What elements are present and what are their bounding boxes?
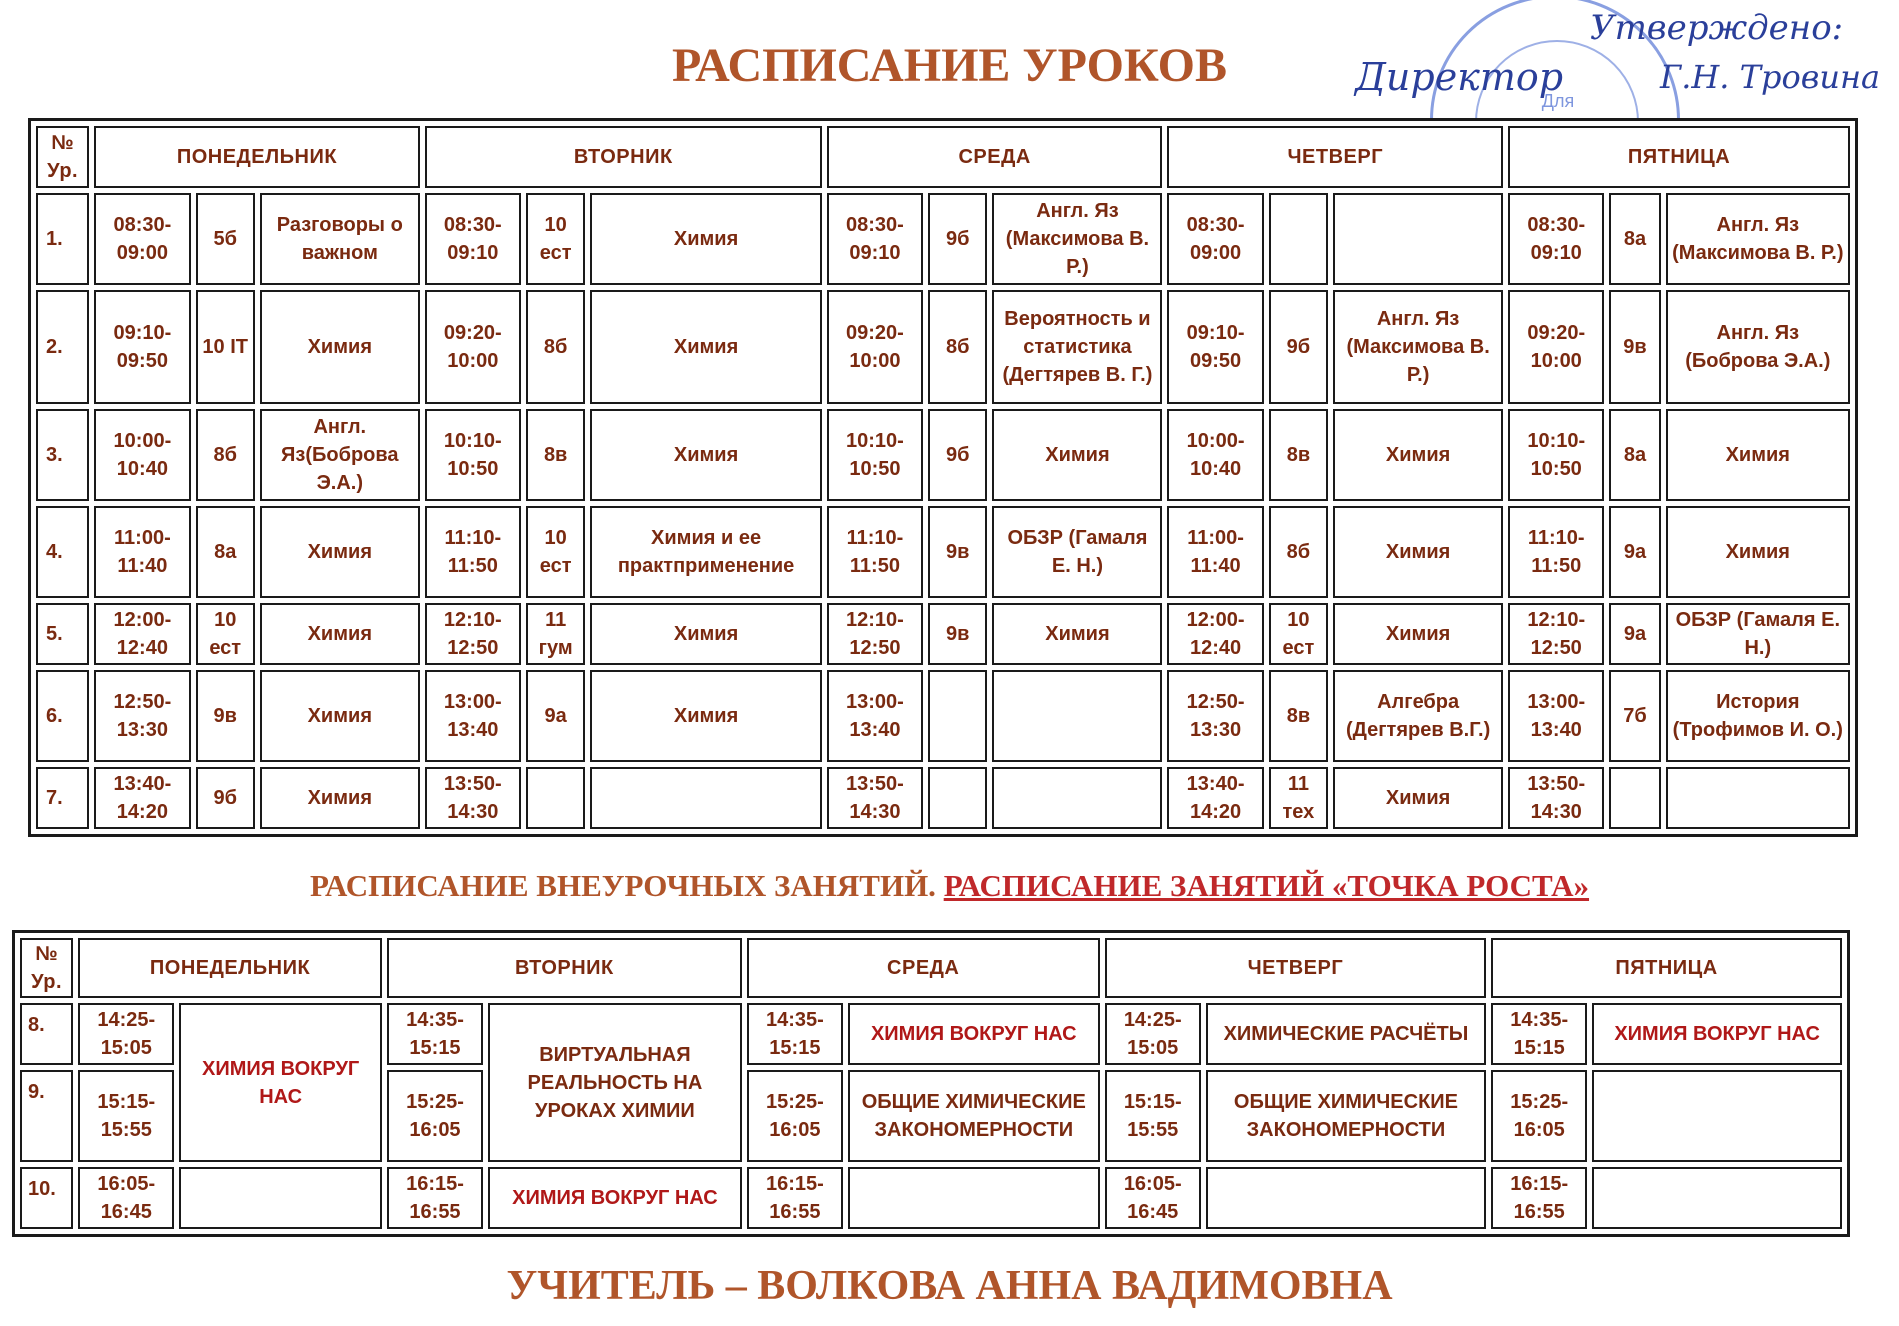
class-cell (928, 670, 987, 762)
class-cell: 8а (1609, 409, 1660, 501)
time-cell: 13:40-14:20 (94, 767, 190, 829)
lesson-number: 10. (20, 1167, 73, 1229)
header-wednesday: СРЕДА (827, 126, 1163, 188)
header-tuesday: ВТОРНИК (387, 938, 742, 998)
subject-cell: Химия (1333, 603, 1503, 665)
subject-cell: Химия (260, 506, 420, 598)
lesson-number: 5. (36, 603, 89, 665)
subject-cell: Химия (1333, 506, 1503, 598)
subject-cell: ХИМИЯ ВОКРУГ НАС (488, 1167, 742, 1229)
class-cell: 8б (526, 290, 585, 404)
lesson-number: 4. (36, 506, 89, 598)
table-row (36, 290, 1850, 404)
time-cell: 09:20-10:00 (827, 290, 923, 404)
time-cell: 15:25-16:05 (747, 1070, 843, 1162)
subject-cell (848, 1167, 1100, 1229)
subject-cell (1666, 767, 1850, 829)
time-cell: 08:30-09:00 (94, 193, 190, 285)
table-row (36, 670, 1850, 762)
subject-cell: Химия (992, 603, 1162, 665)
subject-cell: ОБЗР (Гамаля Е. Н.) (992, 506, 1162, 598)
teacher-name: УЧИТЕЛЬ – ВОЛКОВА АННА ВАДИМОВНА (506, 1263, 1393, 1309)
approval-note: Утверждено: (1590, 8, 1844, 48)
class-cell (526, 767, 585, 829)
table-row (36, 603, 1850, 665)
time-cell: 08:30-09:10 (425, 193, 521, 285)
time-cell: 14:25-15:05 (78, 1003, 174, 1065)
header-monday: ПОНЕДЕЛЬНИК (94, 126, 419, 188)
time-cell: 11:10-11:50 (827, 506, 923, 598)
subject-cell: Англ. Яз (Боброва Э.А.) (1666, 290, 1850, 404)
time-cell: 12:50-13:30 (1167, 670, 1263, 762)
time-cell: 13:00-13:40 (425, 670, 521, 762)
subject-cell: Химия (260, 767, 420, 829)
subject-cell: Англ. Яз (Максимова В. Р.) (1333, 290, 1503, 404)
class-cell: 8в (1269, 409, 1328, 501)
subject-cell: Химия (590, 603, 821, 665)
time-cell: 11:10-11:50 (1508, 506, 1604, 598)
header-thursday: ЧЕТВЕРГ (1167, 126, 1503, 188)
class-cell: 8а (196, 506, 255, 598)
subject-cell: ВИРТУАЛЬНАЯ РЕАЛЬНОСТЬ НА УРОКАХ ХИМИИ (488, 1003, 742, 1162)
subject-cell (1206, 1167, 1486, 1229)
subject-cell: Англ. Яз(Боброва Э.А.) (260, 409, 420, 501)
time-cell: 15:25-16:05 (1491, 1070, 1587, 1162)
time-cell: 10:10-10:50 (827, 409, 923, 501)
time-cell: 08:30-09:10 (1508, 193, 1604, 285)
subject-cell: ОБЗР (Гамаля Е. Н.) (1666, 603, 1850, 665)
subject-cell: Химия (1333, 767, 1503, 829)
subject-cell: Англ. Яз (Максимова В. Р.) (992, 193, 1162, 285)
class-cell (928, 767, 987, 829)
subject-cell: Англ. Яз (Максимова В. Р.) (1666, 193, 1850, 285)
class-cell: 9в (1609, 290, 1660, 404)
time-cell: 11:00-11:40 (1167, 506, 1263, 598)
time-cell: 16:15-16:55 (1491, 1167, 1587, 1229)
lesson-number: 8. (20, 1003, 73, 1065)
subject-cell: Химия (1333, 409, 1503, 501)
time-cell: 09:20-10:00 (425, 290, 521, 404)
time-cell: 14:25-15:05 (1105, 1003, 1201, 1065)
subject-cell: ХИМИЯ ВОКРУГ НАС (1592, 1003, 1842, 1065)
table-row (36, 409, 1850, 501)
subject-cell: Химия (590, 409, 821, 501)
extracurricular-title-part2: РАСПИСАНИЕ ЗАНЯТИЙ «ТОЧКА РОСТА» (943, 868, 1590, 903)
subject-cell: ХИМИЯ ВОКРУГ НАС (848, 1003, 1100, 1065)
class-cell: 10 ест (1269, 603, 1328, 665)
time-cell: 10:10-10:50 (1508, 409, 1604, 501)
subject-cell: Химия (590, 193, 821, 285)
time-cell: 16:05-16:45 (1105, 1167, 1201, 1229)
subject-cell: Вероятность и статистика (Дегтярев В. Г.) (992, 290, 1162, 404)
class-cell: 9в (928, 506, 987, 598)
time-cell: 12:50-13:30 (94, 670, 190, 762)
time-cell: 12:00-12:40 (1167, 603, 1263, 665)
table-row (36, 506, 1850, 598)
subject-cell: Химия (260, 603, 420, 665)
class-cell: 9в (196, 670, 255, 762)
page-title: РАСПИСАНИЕ УРОКОВ (672, 39, 1227, 92)
class-cell: 8в (1269, 670, 1328, 762)
header-thursday: ЧЕТВЕРГ (1105, 938, 1486, 998)
subject-cell (1333, 193, 1503, 285)
class-cell (1609, 767, 1660, 829)
subject-cell: Химия (590, 670, 821, 762)
class-cell: 9а (1609, 506, 1660, 598)
time-cell: 12:10-12:50 (1508, 603, 1604, 665)
subject-cell: История (Трофимов И. О.) (1666, 670, 1850, 762)
time-cell: 10:10-10:50 (425, 409, 521, 501)
extracurricular-title-part1: РАСПИСАНИЕ ВНЕУРОЧНЫХ ЗАНЯТИЙ. (309, 868, 936, 903)
time-cell: 11:10-11:50 (425, 506, 521, 598)
table-row (36, 193, 1850, 285)
header-friday: ПЯТНИЦА (1508, 126, 1850, 188)
subject-cell: Химия (260, 290, 420, 404)
header-num: № Ур. (36, 126, 89, 188)
class-cell: 9в (928, 603, 987, 665)
extracurricular-schedule-table (12, 930, 1850, 1237)
lesson-number: 2. (36, 290, 89, 404)
header-monday: ПОНЕДЕЛЬНИК (78, 938, 382, 998)
subject-cell: Алгебра (Дегтярев В.Г.) (1333, 670, 1503, 762)
director-signature: Г.Н. Тровина (1660, 58, 1881, 96)
time-cell: 16:15-16:55 (747, 1167, 843, 1229)
class-cell: 8б (1269, 506, 1328, 598)
time-cell: 09:10-09:50 (94, 290, 190, 404)
time-cell: 13:50-14:30 (827, 767, 923, 829)
subject-cell (992, 767, 1162, 829)
time-cell: 13:00-13:40 (1508, 670, 1604, 762)
time-cell: 14:35-15:15 (387, 1003, 483, 1065)
class-cell: 8в (526, 409, 585, 501)
subject-cell (1592, 1167, 1842, 1229)
time-cell: 15:25-16:05 (387, 1070, 483, 1162)
time-cell: 12:00-12:40 (94, 603, 190, 665)
lesson-number: 7. (36, 767, 89, 829)
class-cell: 10 ест (526, 506, 585, 598)
class-cell: 9б (928, 193, 987, 285)
subject-cell: Химия и ее практприменение (590, 506, 821, 598)
extracurricular-title (0, 868, 1899, 904)
class-cell: 9б (196, 767, 255, 829)
time-cell: 12:10-12:50 (827, 603, 923, 665)
time-cell: 14:35-15:15 (1491, 1003, 1587, 1065)
time-cell: 13:50-14:30 (425, 767, 521, 829)
class-cell: 9б (928, 409, 987, 501)
class-cell: 9а (526, 670, 585, 762)
lesson-number: 6. (36, 670, 89, 762)
table-row (20, 1003, 1842, 1065)
class-cell: 5б (196, 193, 255, 285)
lesson-number: 3. (36, 409, 89, 501)
class-cell: 8б (928, 290, 987, 404)
time-cell: 15:15-15:55 (1105, 1070, 1201, 1162)
subject-cell: ХИМИЧЕСКИЕ РАСЧЁТЫ (1206, 1003, 1486, 1065)
lesson-number: 1. (36, 193, 89, 285)
subject-cell: ОБЩИЕ ХИМИЧЕСКИЕ ЗАКОНОМЕРНОСТИ (848, 1070, 1100, 1162)
class-cell: 10 ест (196, 603, 255, 665)
subject-cell (992, 670, 1162, 762)
class-cell: 10 IT (196, 290, 255, 404)
time-cell: 08:30-09:00 (1167, 193, 1263, 285)
class-cell: 8а (1609, 193, 1660, 285)
time-cell: 12:10-12:50 (425, 603, 521, 665)
subject-cell: ХИМИЯ ВОКРУГ НАС (179, 1003, 382, 1162)
table-row (20, 1167, 1842, 1229)
subject-cell (179, 1167, 382, 1229)
header-num: № Ур. (20, 938, 73, 998)
subject-cell: Химия (590, 290, 821, 404)
class-cell: 11 тех (1269, 767, 1328, 829)
subject-cell: Химия (260, 670, 420, 762)
class-cell: 9б (1269, 290, 1328, 404)
time-cell: 11:00-11:40 (94, 506, 190, 598)
header-tuesday: ВТОРНИК (425, 126, 822, 188)
director-label: Директор (1355, 55, 1564, 99)
class-cell: 7б (1609, 670, 1660, 762)
time-cell: 10:00-10:40 (1167, 409, 1263, 501)
table-header-row (20, 938, 1842, 998)
class-cell: 10 ест (526, 193, 585, 285)
lesson-number: 9. (20, 1070, 73, 1162)
time-cell: 14:35-15:15 (747, 1003, 843, 1065)
subject-cell: Химия (1666, 506, 1850, 598)
subject-cell: ОБЩИЕ ХИМИЧЕСКИЕ ЗАКОНОМЕРНОСТИ (1206, 1070, 1486, 1162)
time-cell: 09:10-09:50 (1167, 290, 1263, 404)
time-cell: 13:40-14:20 (1167, 767, 1263, 829)
class-cell: 9а (1609, 603, 1660, 665)
time-cell: 10:00-10:40 (94, 409, 190, 501)
subject-cell: Химия (1666, 409, 1850, 501)
subject-cell (590, 767, 821, 829)
subject-cell (1592, 1070, 1842, 1162)
time-cell: 15:15-15:55 (78, 1070, 174, 1162)
class-cell: 11 гум (526, 603, 585, 665)
class-cell (1269, 193, 1328, 285)
table-row (36, 767, 1850, 829)
time-cell: 16:05-16:45 (78, 1167, 174, 1229)
table-header-row (36, 126, 1850, 188)
time-cell: 13:00-13:40 (827, 670, 923, 762)
time-cell: 13:50-14:30 (1508, 767, 1604, 829)
stamp-text: Для (1541, 91, 1575, 111)
subject-cell: Разговоры о важном (260, 193, 420, 285)
time-cell: 09:20-10:00 (1508, 290, 1604, 404)
header-friday: ПЯТНИЦА (1491, 938, 1842, 998)
lessons-schedule-table (28, 118, 1858, 837)
time-cell: 08:30-09:10 (827, 193, 923, 285)
subject-cell: Химия (992, 409, 1162, 501)
time-cell: 16:15-16:55 (387, 1167, 483, 1229)
header-wednesday: СРЕДА (747, 938, 1100, 998)
class-cell: 8б (196, 409, 255, 501)
